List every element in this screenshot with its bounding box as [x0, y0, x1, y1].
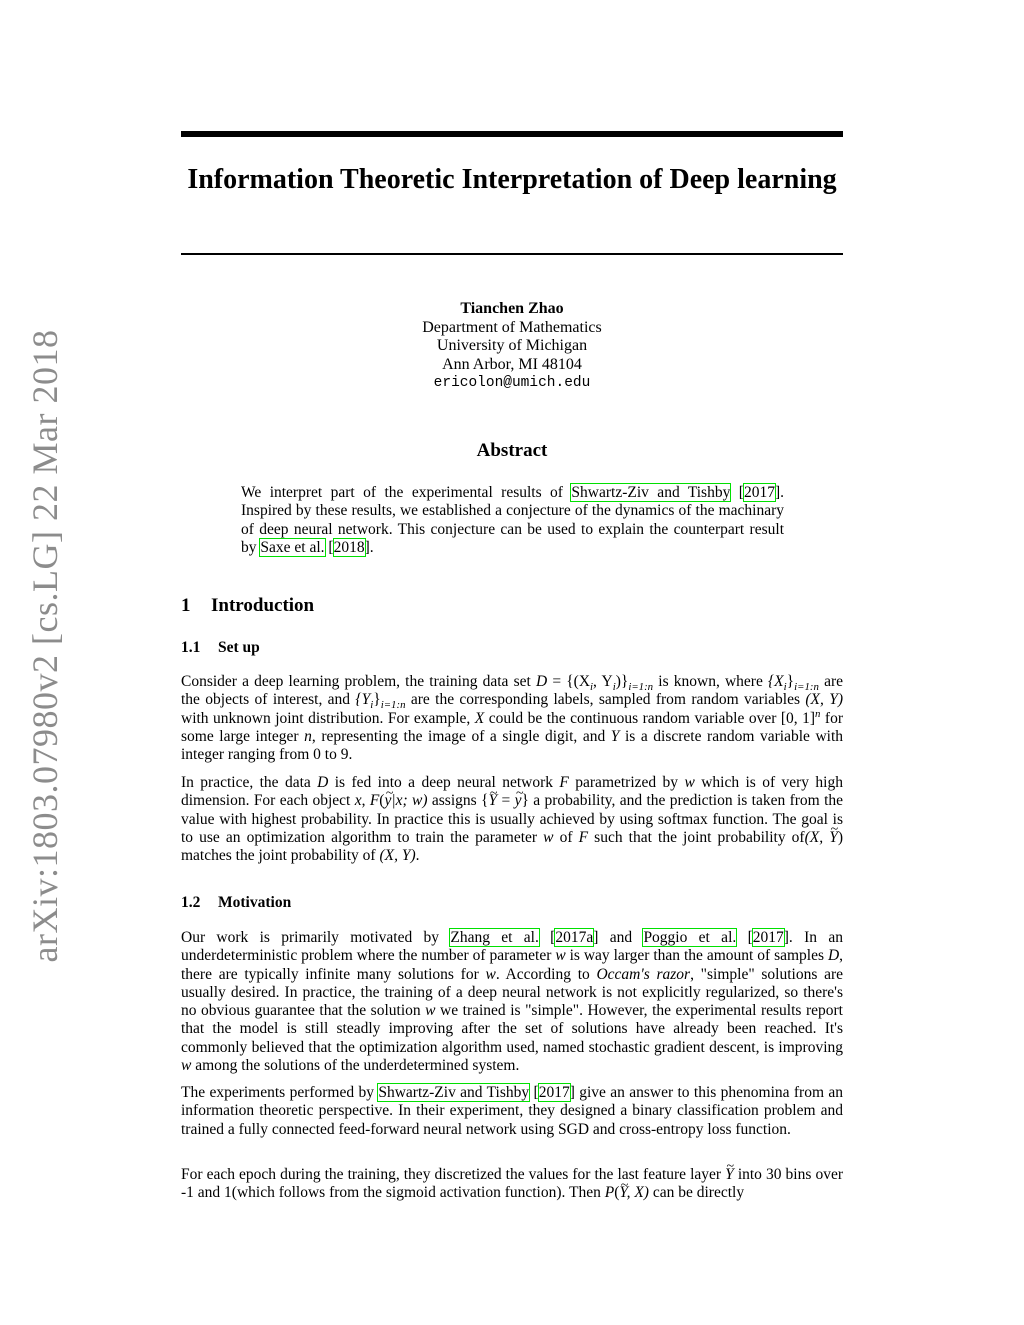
paragraph-motivation-2: The experiments performed by Shwartz-Ziv and Tishby [2017] give an answer to this phenomina from an information theoretic perspective. In their experiment, they designed a binary classification problem and trained a fully connected feed-forward neural network using SGD and cross-entropy loss function. [181, 1084, 844, 1138]
citation-year-link[interactable]: 2017a [555, 929, 594, 946]
paragraph-motivation-3: For each epoch during the training, they discretized the values for the last feature layer ~ Y into 30 bins over -1 and 1(which follows from the sigmoid activation function). Then P(~ Y, X) can be directly [181, 1166, 843, 1203]
abstract-text: . [369, 538, 374, 556]
subsection-title: Motivation [218, 894, 292, 911]
paragraph-setup-1: Consider a deep learning problem, the training data set $D = \{(X_i$, $Y_i)\}_{i=1:n}$ is known, where $\{X_i\}_{i=1:n}$ are the objects of interest, and $\{Y_i\}_{i=1:n}$ are the corresponding labels, sampled from random variables (X, Y) with unknown joint distribution. For example, X could be the continuous random variable over [0, 1]$^n$ for some large integer n, representing the image of a single digit, and Y is a discrete random variable with integer ranging from 0 to 9. [181, 673, 844, 764]
citation-link[interactable]: Saxe et al. [260, 538, 325, 556]
abstract-text: We interpret part of the experimental results of [241, 484, 572, 501]
subsection-title: Set up [218, 639, 260, 656]
abstract-text: . Inspired by these results, we established a conjecture of the dynamics of the machinary of deep neural network. This conjecture can be used to explain the counterpart result by [241, 484, 784, 556]
citation-link[interactable]: Shwartz-Ziv and Tishby [571, 484, 731, 501]
paper-title: Information Theoretic Interpretation of Deep learning [187, 164, 837, 195]
subsection-heading [181, 639, 260, 657]
citation-year-link[interactable]: 2017 [743, 484, 775, 501]
author-email[interactable]: ericolon@umich.edu [433, 375, 591, 391]
author-address: Ann Arbor, MI 48104 [442, 355, 582, 373]
citation-link[interactable]: Poggio et al. [643, 929, 737, 946]
citation-year-link[interactable]: 2017 [538, 1084, 570, 1101]
author-name: Tianchen Zhao [460, 300, 564, 317]
section-number: 1 [181, 595, 191, 616]
section-title: Introduction [211, 595, 315, 616]
subsection-heading [181, 894, 291, 912]
paragraph-motivation-1: Our work is primarily motivated by Zhang et al. [2017a] and Poggio et al. [2017]. In an underdeterministic problem where the number of parameter w is way larger than the amount of samples D, there are typically infinite many solutions for w. According to Occam's razor, "simple" solutions are usually desired. In practice, the training of a deep neural network is not explicitly regularized, so there's no obvious guarantee that the solution w we trained is "simple". However, the experimental results report that the model is still steadly improving after the set of solutions have already been reached. It's commonly believed that the optimization algorithm used, named stochastic gradient descent, is improving w among the solutions of the underdetermined system. [181, 929, 844, 1075]
arxiv-stamp: arXiv:1803.07980v2 [cs.LG] 22 Mar 2018 [25, 329, 65, 963]
abstract-heading: Abstract [476, 440, 548, 461]
citation-year-link[interactable]: 2017 [752, 929, 784, 946]
paragraph-setup-2: In practice, the data D is fed into a deep neural network F parametrized by w which is of very high dimension. For each object x, F(~ y|x; w) assigns {~ Y = ~ y} a probability, and the prediction is taken from the value with highest probability. In practice this is usually achieved by using softmax function. The goal is to use an optimization algorithm to train the parameter w of F such that the joint probability of(X, ~ Y) matches the joint probability of (X, Y). [181, 774, 843, 865]
author-department: Department of Mathematics [422, 318, 602, 336]
citation-link[interactable]: Shwartz-Ziv and Tishby [378, 1084, 530, 1101]
author-block [181, 300, 843, 393]
subsection-number: 1.2 [181, 894, 201, 911]
title-rule-top [181, 131, 843, 137]
title-rule-bottom [181, 253, 843, 255]
citation-year-link[interactable]: 2018 [333, 538, 365, 556]
subsection-number: 1.1 [181, 639, 201, 656]
author-university: University of Michigan [436, 337, 588, 354]
section-heading [181, 595, 314, 617]
citation-link[interactable]: Zhang et al. [450, 929, 539, 946]
abstract-body: We interpret part of the experimental results of Shwartz-Ziv and Tishby [2017]. Inspired by these results, we established a conjecture of the dynamics of the machinary of deep neural network. This conjecture can be used to explain the counterpart result by Saxe et al. [2018]. [241, 484, 784, 556]
